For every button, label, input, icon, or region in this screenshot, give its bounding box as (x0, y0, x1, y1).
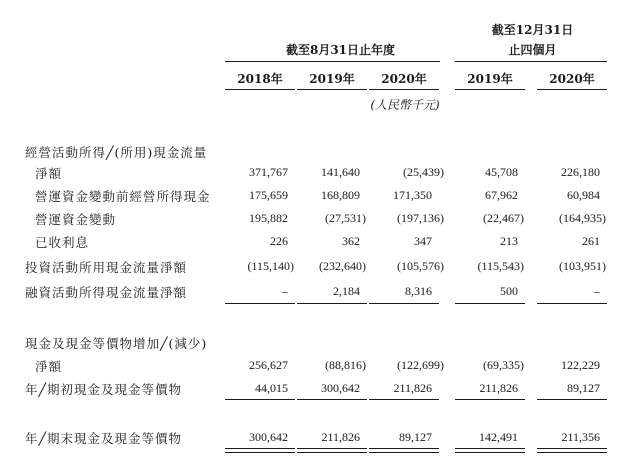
cell-interest-2020: 347 (414, 234, 432, 248)
fiscal-year-group-header: 截至8月31日止年度 (285, 43, 396, 57)
row-label-investing-net: 投資活動所用現金流量淨額 (25, 260, 188, 275)
cell-operating-net-2020: (25,439) (403, 165, 444, 179)
cell-operating-net-2019: 141,640 (321, 165, 360, 179)
cell-net-change-stub2020: 122,229 (561, 358, 600, 372)
subtotal-rule-stub2019 (455, 303, 525, 304)
total-double-rule-2019 (297, 448, 367, 453)
year-rule-stub-2020 (537, 89, 607, 90)
subtotal-rule-2018 (225, 303, 295, 304)
row-label-cash-before-wc: 營運資金變動前經營所得現金 (35, 189, 211, 204)
cell-net-change-2020: (122,699) (397, 358, 444, 372)
row-label-closing-cash: 年╱期末現金及現金等價物 (25, 431, 183, 446)
cell-cash-before-wc-stub2020: 60,984 (567, 188, 600, 202)
cell-opening-cash-stub2020: 89,127 (567, 381, 600, 395)
cell-opening-cash-2019: 300,642 (321, 381, 360, 395)
cell-wc-changes-stub2019: (22,467) (483, 211, 524, 225)
year-header-2018: 2018年 (237, 72, 283, 86)
row-label-net-change: 淨額 (35, 359, 63, 374)
total-double-rule-stub2020 (537, 448, 607, 453)
cell-interest-2018: 226 (270, 234, 288, 248)
cell-opening-cash-2020: 211,826 (393, 381, 432, 395)
total-double-rule-2020 (369, 448, 439, 453)
total-double-rule-stub2019 (455, 448, 525, 453)
cell-interest-stub2019: 213 (500, 234, 518, 248)
cell-closing-cash-2020: 89,127 (399, 430, 432, 444)
year-header-stub-2020: 2020年 (549, 72, 595, 86)
stub-period-header-line2: 止四個月 (508, 43, 557, 57)
year-header-stub-2019: 2019年 (467, 72, 513, 86)
row-label-net-change-header: 現金及現金等價物增加╱(減少) (25, 336, 208, 351)
cell-net-change-2019: (88,816) (325, 358, 366, 372)
year-header-2019: 2019年 (309, 72, 355, 86)
row-label-interest-received: 已收利息 (35, 235, 90, 250)
opening-rule-2019 (297, 399, 367, 400)
opening-rule-2018 (225, 399, 295, 400)
cell-cash-before-wc-2020: 171,350 (393, 188, 432, 202)
cell-opening-cash-2018: 44,015 (255, 381, 288, 395)
cell-interest-2019: 362 (342, 234, 360, 248)
cell-cash-before-wc-2019: 168,809 (321, 188, 360, 202)
opening-rule-stub2019 (455, 399, 525, 400)
year-header-2020: 2020年 (381, 72, 427, 86)
cell-financing-net-2019: 2,184 (333, 284, 360, 298)
row-label-operating-header: 經營活動所得╱(所用)現金流量 (25, 145, 208, 160)
cell-investing-net-stub2020: (103,951) (559, 259, 606, 273)
cell-net-change-stub2019: (69,335) (483, 358, 524, 372)
cell-cash-before-wc-2018: 175,659 (249, 188, 288, 202)
cell-investing-net-2019: (232,640) (319, 259, 366, 273)
row-label-wc-changes: 營運資金變動 (35, 212, 117, 227)
cell-financing-net-2020: 8,316 (405, 284, 432, 298)
currency-unit-note: (人民幣千元) (370, 98, 440, 112)
cell-wc-changes-2020: (197,136) (397, 211, 444, 225)
cell-net-change-2018: 256,627 (249, 358, 288, 372)
stub-period-header-line1: 截至12月31日 (491, 23, 574, 37)
cell-closing-cash-stub2020: 211,356 (561, 430, 600, 444)
cell-investing-net-2018: (115,140) (247, 259, 294, 273)
row-label-financing-net: 融資活動所得現金流量淨額 (25, 285, 188, 300)
subtotal-rule-stub2020 (537, 303, 607, 304)
row-label-opening-cash: 年╱期初現金及現金等價物 (25, 382, 183, 397)
cell-investing-net-2020: (105,576) (397, 259, 444, 273)
cell-investing-net-stub2019: (115,543) (477, 259, 524, 273)
row-label-operating-net: 淨額 (35, 166, 63, 181)
year-rule-2018 (225, 89, 295, 90)
subtotal-rule-2020 (369, 303, 439, 304)
cell-financing-net-stub2019: 500 (500, 284, 518, 298)
cell-closing-cash-2018: 300,642 (249, 430, 288, 444)
cell-interest-stub2020: 261 (582, 234, 600, 248)
cell-operating-net-stub2019: 45,708 (485, 165, 518, 179)
cell-closing-cash-stub2019: 142,491 (479, 430, 518, 444)
subtotal-rule-2019 (297, 303, 367, 304)
year-rule-2019 (297, 89, 367, 90)
cell-operating-net-2018: 371,767 (249, 165, 288, 179)
opening-rule-2020 (369, 399, 439, 400)
year-rule-stub-2019 (455, 89, 525, 90)
total-double-rule-2018 (225, 448, 295, 453)
cell-operating-net-stub2020: 226,180 (561, 165, 600, 179)
fy-group-rule (225, 61, 440, 62)
cell-opening-cash-stub2019: 211,826 (479, 381, 518, 395)
cell-closing-cash-2019: 211,826 (321, 430, 360, 444)
cell-financing-net-2018: – (282, 284, 288, 298)
cell-wc-changes-2018: 195,882 (249, 211, 288, 225)
stub-group-rule (455, 61, 607, 62)
cell-financing-net-stub2020: – (594, 284, 600, 298)
cell-wc-changes-stub2020: (164,935) (559, 211, 606, 225)
year-rule-2020 (369, 89, 439, 90)
opening-rule-stub2020 (537, 399, 607, 400)
cell-wc-changes-2019: (27,531) (325, 211, 366, 225)
cell-cash-before-wc-stub2019: 67,962 (485, 188, 518, 202)
